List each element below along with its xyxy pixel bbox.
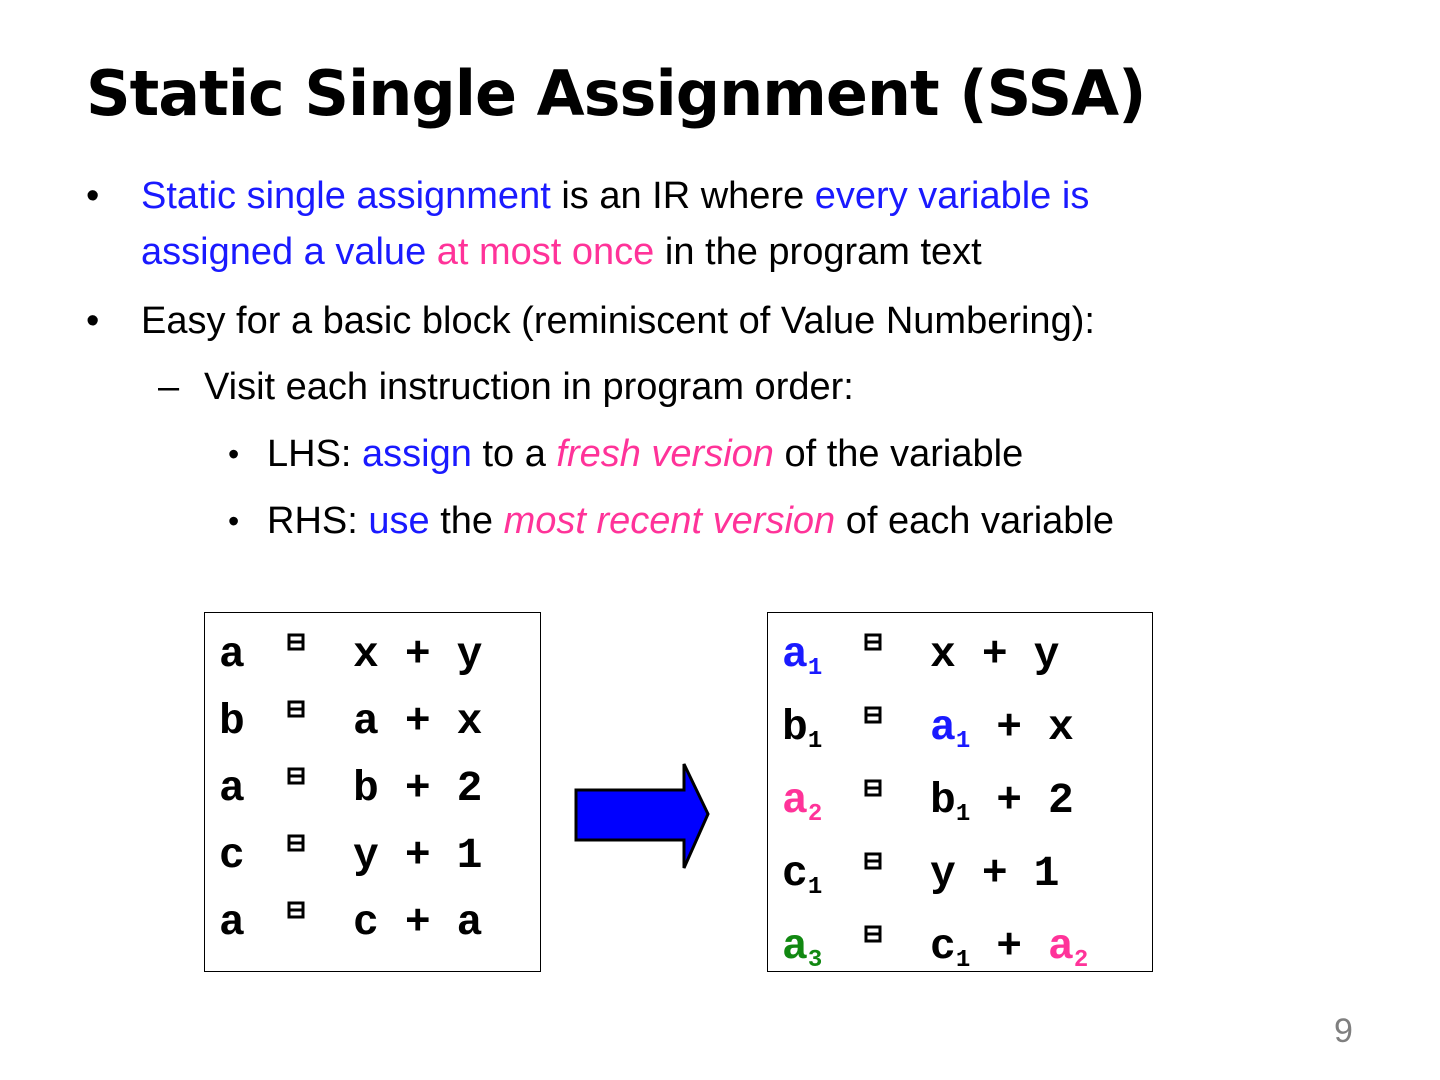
code-token: x [930,630,956,679]
text-run: most recent version [503,500,836,542]
assignment-glyph-icon [862,632,884,654]
assignment-glyph-icon [862,851,884,873]
text-run: LHS: [267,433,363,475]
assignment-glyph-icon [862,705,884,727]
page-number: 9 [1334,1012,1353,1050]
code-token: c [219,831,245,880]
code-token: a3 [782,922,823,974]
subscript: 1 [807,874,823,901]
assignment-glyph-icon [285,632,307,654]
code-after-box [767,612,1153,972]
text-run: in the program text [654,231,982,273]
dash-marker: – [158,366,180,408]
code-token: 1 [456,831,483,880]
subscript: 2 [807,801,823,828]
sub-bullet-1: Visit each instruction in program order: [204,366,854,408]
code-line [782,703,1074,755]
bullet-1-line-2 [141,224,982,280]
code-token: 2 [456,764,483,813]
code-token: y [353,831,379,880]
code-token: x [353,630,379,679]
text-run: to a [471,433,557,475]
text-run: assign [362,433,472,475]
code-token: + [404,630,431,679]
subscript: 3 [807,947,823,974]
sub-bullet-marker: • [228,503,240,539]
code-token: b1 [930,776,971,828]
text-run: fresh version [556,433,774,475]
code-token: 2 [1048,776,1074,825]
bullet-1-line-1 [141,168,1089,224]
code-token: y [456,630,483,679]
code-line [219,764,483,813]
subscript: 1 [955,728,971,755]
code-token: + [404,697,431,746]
code-token: 1 [1033,849,1060,898]
subscript: 1 [807,728,823,755]
code-line [782,849,1060,901]
code-token: a1 [930,703,971,755]
bullet-2: Easy for a basic block (reminiscent of Value Numbering): [141,300,1095,342]
code-token: + [981,630,1008,679]
sub-sub-bullet-lhs [267,426,1023,482]
code-token: c [353,898,379,947]
code-line [219,831,483,880]
code-token: + [404,898,431,947]
code-line [782,776,1074,828]
text-run: is an IR where [550,175,815,217]
text-run: RHS: [267,500,369,542]
code-token: + [996,776,1023,825]
slide-title: Static Single Assignment (SSA) [86,57,1146,130]
code-token: y [930,849,956,898]
code-token: b [353,764,379,813]
text-run: of the variable [773,433,1024,475]
right-arrow-icon [574,762,714,872]
code-token: + [996,922,1023,971]
subscript: 1 [807,655,823,682]
code-token: a [456,898,483,947]
code-token: a2 [1048,922,1089,974]
sub-sub-bullet-rhs [267,493,1114,549]
text-run: of each variable [835,500,1115,542]
text-run: use [368,500,430,542]
code-line [219,630,483,679]
code-token: x [456,697,483,746]
subscript: 1 [955,801,971,828]
code-token: b1 [782,703,823,755]
bullet-marker: • [86,175,100,217]
text-run: every variable is [814,175,1090,217]
code-token: y [1033,630,1060,679]
code-before-box [204,612,541,972]
code-token: x [1048,703,1074,752]
assignment-glyph-icon [862,778,884,800]
text-run: assigned a value [141,231,437,273]
code-line [219,697,483,746]
subscript: 2 [1073,947,1089,974]
code-token: a [219,898,245,947]
code-line [219,898,483,947]
code-token: + [996,703,1023,752]
code-token: c1 [930,922,971,974]
code-token: a [219,630,245,679]
code-token: c1 [782,849,823,901]
sub-bullet-marker: • [228,436,240,472]
code-token: b [219,697,245,746]
code-token: + [981,849,1008,898]
subscript: 1 [955,947,971,974]
code-token: + [404,764,431,813]
text-run: at most once [436,231,655,273]
code-line [782,630,1060,682]
code-line [782,922,1089,974]
assignment-glyph-icon [285,766,307,788]
bullet-marker: • [86,300,100,342]
code-token: a2 [782,776,823,828]
text-run: Static single assignment [141,175,551,217]
assignment-glyph-icon [285,699,307,721]
code-token: + [404,831,431,880]
assignment-glyph-icon [285,900,307,922]
assignment-glyph-icon [285,833,307,855]
arrow-shape [576,764,708,868]
code-token: a1 [782,630,823,682]
assignment-glyph-icon [862,924,884,946]
text-run: the [429,500,504,542]
code-token: a [219,764,245,813]
code-token: a [353,697,379,746]
